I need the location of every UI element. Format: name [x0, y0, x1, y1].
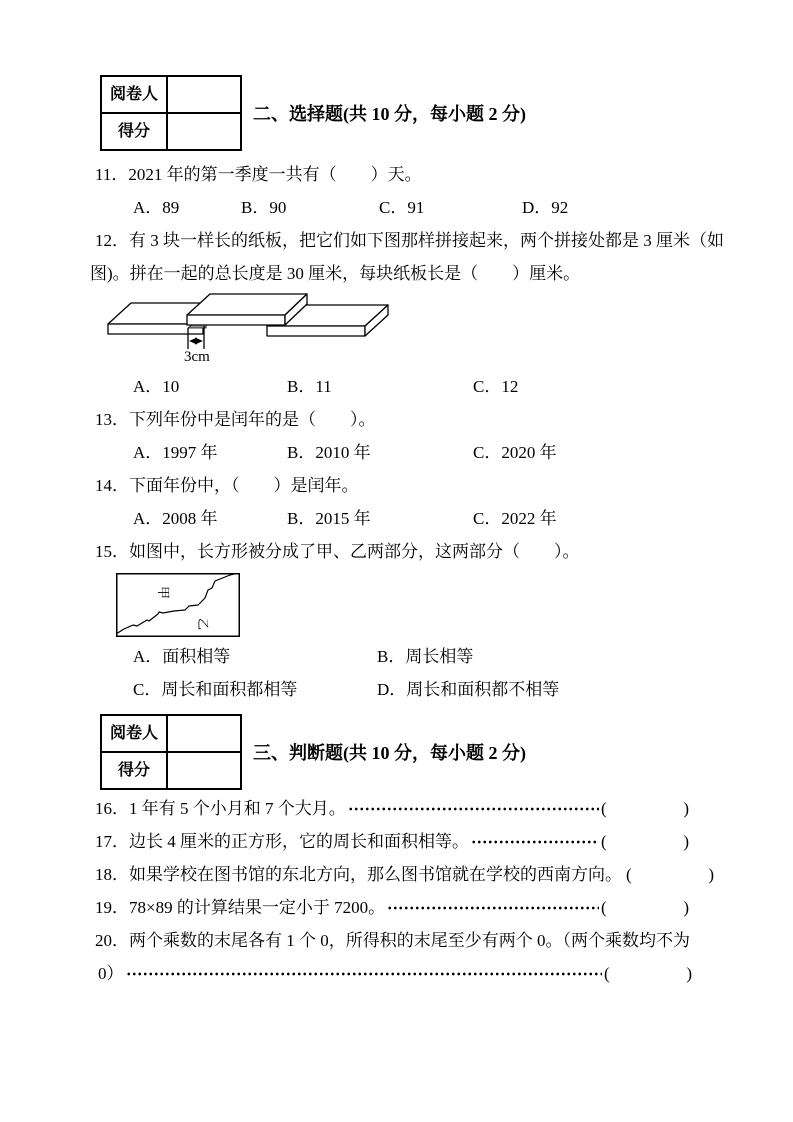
reviewer-input-cell [167, 76, 241, 113]
reviewer-input-cell [167, 715, 241, 752]
question-number: 18． [95, 865, 129, 884]
question-text: 图)。拼在一起的总长度是 30 厘米，每块纸板长是（ ）厘米。 [90, 264, 581, 283]
measure-3cm-label: 3cm [184, 349, 210, 364]
question-number: 11． [95, 165, 129, 184]
option: D．92 [522, 198, 569, 217]
question-text: 78×89 的计算结果一定小于 7200。 [129, 898, 386, 917]
question-text: 下列年份中是闰年的是（ ）。 [129, 410, 376, 429]
paren-open: ( [601, 898, 607, 917]
section-judge-header [88, 714, 793, 792]
dot-leader [387, 902, 599, 914]
board-middle-front [187, 315, 285, 325]
paren-open: ( [626, 865, 632, 884]
dot-leader [348, 803, 599, 815]
option: B．2015 年 [287, 509, 371, 528]
boards-diagram [98, 292, 390, 364]
question-text: 下面年份中，（ ）是闰年。 [129, 476, 359, 495]
answer-blank [604, 957, 692, 990]
question-14 [88, 469, 793, 502]
question-text: 如图中，长方形被分成了甲、乙两部分，这两部分（ ）。 [129, 542, 580, 561]
double-arrow-icon [189, 338, 203, 345]
grader-score-table-choice [100, 75, 242, 151]
question-18 [88, 858, 714, 891]
question-number: 13． [95, 410, 129, 429]
score-label-cell: 得分 [101, 752, 167, 789]
option: A．1997 年 [133, 443, 218, 462]
paren-open: ( [604, 964, 610, 983]
paren-close: ) [683, 799, 689, 818]
answer-blank [601, 825, 689, 858]
paren-close: ) [686, 964, 692, 983]
question-text: 0） [98, 964, 124, 983]
option: A．89 [133, 198, 180, 217]
paren-open: ( [601, 799, 607, 818]
grader-score-table-judge [100, 714, 242, 790]
question-13-options [88, 436, 793, 469]
score-input-cell [167, 113, 241, 150]
dot-leader [471, 836, 599, 848]
question-number: 15． [95, 542, 129, 561]
question-15-options-row2 [88, 673, 793, 706]
dot-leader [126, 968, 603, 980]
score-label-cell: 得分 [101, 113, 167, 150]
option: C．12 [473, 377, 519, 396]
question-text: 有 3 块一样长的纸板，把它们如下图那样拼接起来，两个拼接处都是 3 厘米（如 [129, 231, 724, 250]
question-19 [88, 891, 689, 924]
paren-close: ) [683, 832, 689, 851]
question-text: 两个乘数的末尾各有 1 个 0，所得积的末尾至少有两个 0。（两个乘数均不为 [129, 931, 690, 950]
option: A．2008 年 [133, 509, 218, 528]
question-17 [88, 825, 689, 858]
paren-close: ) [708, 865, 714, 884]
rectangle-outline [117, 574, 240, 637]
option: B．90 [241, 198, 287, 217]
score-input-cell [167, 752, 241, 789]
section-judge-title: 三、判断题(共 10 分，每小题 2 分) [253, 743, 526, 763]
answer-blank [626, 858, 714, 891]
question-12-line2 [88, 257, 793, 290]
option: C．周长和面积都相等 [133, 680, 298, 699]
label-yi: 乙 [196, 618, 210, 631]
question-number: 17． [95, 832, 129, 851]
question-20-line2 [88, 957, 692, 990]
rectangle-diagram [116, 573, 240, 637]
option: B．11 [287, 377, 332, 396]
question-11-options [88, 191, 793, 224]
question-text: 1 年有 5 个小月和 7 个大月。 [129, 799, 346, 818]
section-choice-title: 二、选择题(共 10 分，每小题 2 分) [253, 104, 526, 124]
question-16 [88, 792, 689, 825]
option: B．周长相等 [377, 647, 474, 666]
question-20 [88, 924, 793, 957]
question-number: 20． [95, 931, 129, 950]
option: B．2010 年 [287, 443, 371, 462]
question-number: 16． [95, 799, 129, 818]
question-12 [88, 224, 793, 257]
paren-open: ( [601, 832, 607, 851]
question-15-options-row1 [88, 640, 793, 673]
question-13 [88, 403, 793, 436]
question-11 [88, 158, 793, 191]
question-number: 12． [95, 231, 129, 250]
option: C．2022 年 [473, 509, 557, 528]
question-15 [88, 535, 793, 568]
option: D．周长和面积都不相等 [377, 680, 560, 699]
answer-blank [601, 792, 689, 825]
question-number: 19． [95, 898, 129, 917]
option: A．面积相等 [133, 647, 231, 666]
question-number: 14． [95, 476, 129, 495]
question-text: 2021 年的第一季度一共有（ ）天。 [128, 165, 422, 184]
option: C．2020 年 [473, 443, 557, 462]
label-jia: 甲 [156, 586, 171, 600]
boards-figure [98, 292, 793, 364]
section-choice-header [88, 75, 793, 153]
question-text: 如果学校在图书馆的东北方向，那么图书馆就在学校的西南方向。 [129, 865, 622, 884]
rectangle-figure [116, 573, 793, 637]
question-text: 边长 4 厘米的正方形，它的周长和面积相等。 [129, 832, 469, 851]
option: A．10 [133, 377, 180, 396]
reviewer-label-cell: 阅卷人 [101, 715, 167, 752]
question-12-options [88, 370, 793, 403]
option: C．91 [379, 198, 425, 217]
question-14-options [88, 502, 793, 535]
reviewer-label-cell: 阅卷人 [101, 76, 167, 113]
board-right-front [267, 326, 365, 336]
paren-close: ) [683, 898, 689, 917]
answer-blank [601, 891, 689, 924]
